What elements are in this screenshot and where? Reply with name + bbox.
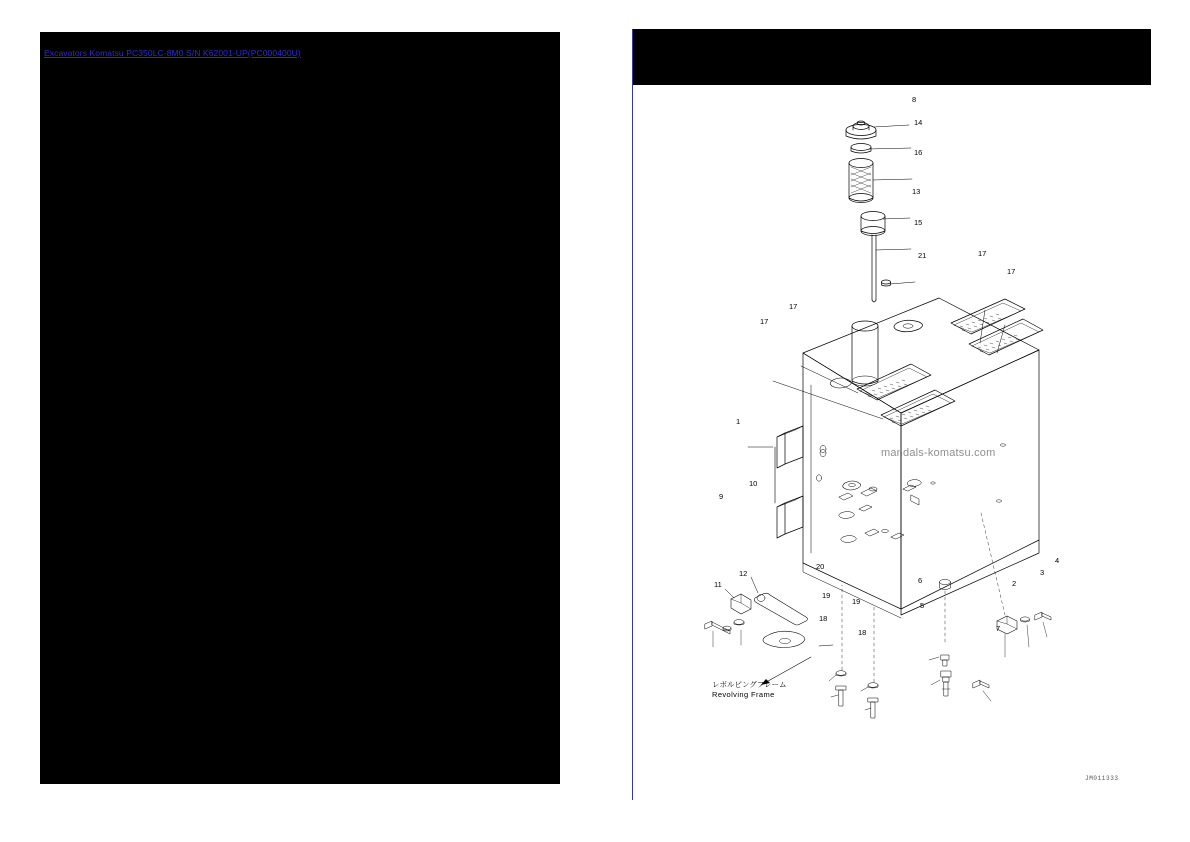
callout-number: 10 xyxy=(749,479,758,488)
callout-number: 9 xyxy=(719,492,724,501)
callout-number: 12 xyxy=(739,569,748,578)
callout-number: 4 xyxy=(1055,556,1060,565)
fuel-tank-assembly-drawing xyxy=(633,85,1151,800)
callout-number: 15 xyxy=(914,218,923,227)
callout-number: 17 xyxy=(789,302,798,311)
callout-number: 5 xyxy=(920,601,925,610)
callout-number: 6 xyxy=(918,576,923,585)
watermark-text: mandals-komatsu.com xyxy=(881,447,996,459)
revolving-frame-label xyxy=(712,680,787,700)
frame-label-jp: レボルビングフレーム xyxy=(712,680,787,689)
assembly-linework xyxy=(633,85,1151,800)
drawing-number: JM011333 xyxy=(1085,775,1119,782)
callout-number: 21 xyxy=(918,251,927,260)
callout-number: 19 xyxy=(822,591,831,600)
left-text-panel xyxy=(40,32,560,784)
parts-book-title-link[interactable]: Excavators Komatsu PC350LC-8M0 S/N K62001-UP(PC000400U) xyxy=(44,48,301,58)
callout-number: 14 xyxy=(914,118,923,127)
callout-number: 3 xyxy=(1040,568,1045,577)
callout-number: 17 xyxy=(978,249,987,258)
drawing-canvas xyxy=(633,85,1151,800)
callout-number: 13 xyxy=(912,187,921,196)
drawing-header-bar xyxy=(633,29,1151,85)
callout-number: 17 xyxy=(760,317,769,326)
callout-number: 20 xyxy=(816,562,825,571)
callout-number: 11 xyxy=(714,580,722,589)
callout-number: 1 xyxy=(736,417,741,426)
right-drawing-panel xyxy=(632,29,1151,800)
callout-number: 2 xyxy=(1012,579,1017,588)
callout-number: 16 xyxy=(914,148,923,157)
frame-label-en: Revolving Frame xyxy=(712,690,775,699)
callout-number: 18 xyxy=(819,614,828,623)
callout-number: 17 xyxy=(1007,267,1016,276)
callout-number: 19 xyxy=(852,597,861,606)
callout-number: 18 xyxy=(858,628,867,637)
callout-number: 8 xyxy=(912,95,917,104)
callout-number: 7 xyxy=(996,624,1001,633)
